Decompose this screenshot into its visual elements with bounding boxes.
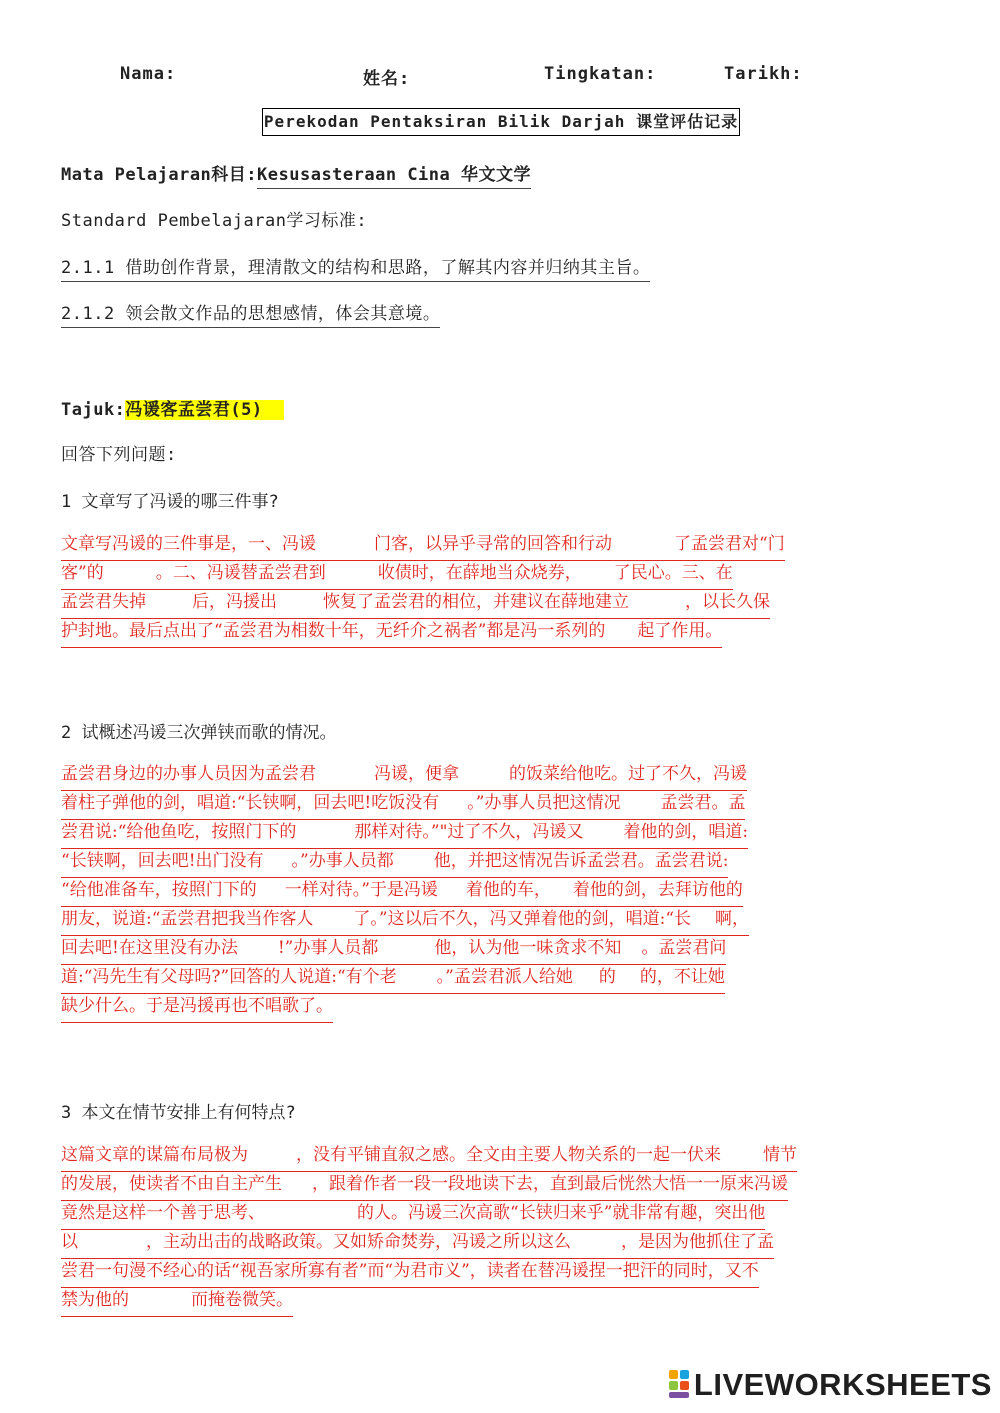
answer-line xyxy=(61,1286,293,1315)
answer-segment: 缺少什么。于是冯援再也不唱歌了。 xyxy=(61,996,333,1016)
answer-segment: 他，认为他一味贪求不知 xyxy=(434,938,622,958)
answer-segment: 而掩卷微笑。 xyxy=(191,1290,293,1310)
answer-segment: 竟然是这样一个善于思考、 xyxy=(61,1203,265,1223)
standard-label: Standard Pembelajaran学习标准: xyxy=(61,211,368,231)
answer-segment: 孟尝君。孟 xyxy=(660,793,746,813)
subject-value: Kesusasteraan Cina 华文文学 xyxy=(257,165,531,189)
tajuk-line xyxy=(61,395,284,420)
answer-segment: 的饭菜给他吃。过了不久，冯谖 xyxy=(509,764,747,784)
answer-segment: 的，不让她 xyxy=(639,967,725,987)
answer-segment: 收债时，在薛地当众烧券， xyxy=(377,563,582,583)
document-title: Perekodan Pentaksiran Bilik Darjah 课堂评估记录 xyxy=(262,108,740,136)
answer-segment: 孟尝君失掉 xyxy=(61,592,146,612)
instruction: 回答下列问题: xyxy=(61,445,177,465)
answer-segment: 的发展，使读者不由自主产生 xyxy=(61,1174,282,1194)
answer-segment: 冯谖，便拿 xyxy=(374,764,459,784)
answer-segment: 的人。冯谖三次高歌“长铗归来乎”就非常有趣，突出他 xyxy=(357,1203,766,1223)
answer-line xyxy=(61,1199,765,1228)
answer-segment: ，主动出击的战略政策。又如矫命焚券，冯谖之所以这么 xyxy=(146,1232,571,1252)
subject-label: Mata Pelajaran科目: xyxy=(61,165,258,185)
answer-segment: 后，冯援出 xyxy=(192,592,277,612)
answer-segment: 朋友，说道:“孟尝君把我当作客人 xyxy=(61,909,314,929)
answer-segment: 着他的车， xyxy=(465,880,551,900)
answer-segment: 啊， xyxy=(715,909,750,929)
answer-segment: 的 xyxy=(598,967,616,987)
answer-segment: 以 xyxy=(61,1232,78,1252)
liveworksheets-logo[interactable] xyxy=(669,1367,992,1403)
answer-line xyxy=(61,818,748,847)
answer-segment: 尝君一句漫不经心的话“视吾家所寡有者”而“为君市义”，读者在替冯谖捏一把汗的同时，又不 xyxy=(61,1261,759,1281)
answer-segment: 情节 xyxy=(763,1145,797,1165)
tarikh-label: Tarikh: xyxy=(724,64,803,84)
answer-segment: 。孟尝君问 xyxy=(641,938,727,958)
answer-segment: 着柱子弹他的剑，唱道:“长铗啊，回去吧!吃饭没有 xyxy=(61,793,440,813)
answer-line xyxy=(61,1228,774,1257)
answer-segment: “给他准备车，按照门下的 xyxy=(61,880,257,900)
answer-segment: 文章写冯谖的三件事是，一、冯谖 xyxy=(61,534,316,554)
answer-segment: 回去吧!在这里没有办法 xyxy=(61,938,238,958)
nama-label: Nama: xyxy=(120,64,177,84)
answer-line xyxy=(61,934,726,963)
answer-segment: 尝君说:“给他鱼吃，按照门下的 xyxy=(61,822,297,842)
answer-segment: 那样对待。”"过了不久，冯谖又 xyxy=(354,822,584,842)
answer-line xyxy=(61,1257,759,1286)
answer-segment: 着他的剑，去拜访他的 xyxy=(572,880,743,900)
answer-line xyxy=(61,963,725,992)
answer-segment: 护封地。最后点出了“孟尝君为相数十年，无纤介之祸者”都是冯一系列的 xyxy=(61,621,606,641)
standard-item-1: 2.1.1 借助创作背景，理清散文的结构和思路，了解其内容并归纳其主旨。 xyxy=(61,253,650,278)
answer-line xyxy=(61,530,785,559)
answer-segment: !”办事人员都 xyxy=(277,938,379,958)
subject-line xyxy=(61,160,531,185)
question-2: 2 试概述冯谖三次弹铗而歌的情况。 xyxy=(61,723,337,743)
answer-line xyxy=(61,1170,788,1199)
answer-segment: 恢复了孟尝君的相位，并建议在薛地建立 xyxy=(323,592,629,612)
answer-segment: “长铗啊，回去吧!出门没有 xyxy=(61,851,264,871)
answer-segment: ，跟着作者一段一段地读下去，直到最后恍然大悟一一原来冯谖 xyxy=(312,1174,788,1194)
answer-segment: 。”办事人员都 xyxy=(291,851,394,871)
standard-item-2: 2.1.2 领会散文作品的思想感情，体会其意境。 xyxy=(61,299,473,324)
tajuk-value: 冯谖客孟尝君(5) xyxy=(125,400,263,420)
question-1: 1 文章写了冯谖的哪三件事? xyxy=(61,492,279,512)
answer-segment: 了孟尝君对“门 xyxy=(674,534,785,554)
answer-segment: ，没有平铺直叙之感。全文由主要人物关系的一起一伏来 xyxy=(296,1145,721,1165)
answer-segment: 禁为他的 xyxy=(61,1290,129,1310)
answer-segment: 孟尝君身边的办事人员因为孟尝君 xyxy=(61,764,316,784)
answer-line xyxy=(61,1141,797,1170)
tingkatan-label: Tingkatan: xyxy=(544,64,657,84)
answer-line xyxy=(61,559,733,588)
answer-segment: 客”的 xyxy=(61,563,104,583)
answer-line xyxy=(61,588,770,617)
answer-segment: ，以长久保 xyxy=(685,592,770,612)
answer-segment: 门客，以异乎寻常的回答和行动 xyxy=(374,534,612,554)
answer-line xyxy=(61,789,745,818)
answer-line xyxy=(61,617,722,646)
answer-segment: 了。”这以后不久，冯又弹着他的剑，唱道:“长 xyxy=(353,909,692,929)
question-3: 3 本文在情节安排上有何特点? xyxy=(61,1103,296,1123)
answer-segment: ，是因为他抓住了孟 xyxy=(621,1232,774,1252)
answer-segment: 道:“冯先生有父母吗?”回答的人说道:“有个老 xyxy=(61,967,397,987)
answer-segment: 了民心。三、在 xyxy=(613,563,733,583)
answer-segment: 。二、冯谖替孟尝君到 xyxy=(155,563,326,583)
answer-line xyxy=(61,992,333,1021)
answer-segment: 。”办事人员把这情况 xyxy=(467,793,621,813)
tajuk-label: Tajuk: xyxy=(61,400,126,420)
answer-line xyxy=(61,760,747,789)
answer-line xyxy=(61,847,728,876)
answer-segment: 一样对待。”于是冯谖 xyxy=(284,880,438,900)
xingming-label: 姓名: xyxy=(363,69,411,89)
answer-line xyxy=(61,905,749,934)
answer-segment: 这篇文章的谋篇布局极为 xyxy=(61,1145,248,1165)
answer-segment: 他，并把这情况告诉孟尝君。孟尝君说: xyxy=(433,851,729,871)
answer-segment: 着他的剑，唱道: xyxy=(623,822,749,842)
answer-segment: 起了作用。 xyxy=(637,621,723,641)
answer-line xyxy=(61,876,743,905)
answer-segment: 。”孟尝君派人给她 xyxy=(436,967,573,987)
logo-text: LIVEWORKSHEETS xyxy=(693,1367,992,1402)
logo-mark-icon xyxy=(669,1370,691,1400)
